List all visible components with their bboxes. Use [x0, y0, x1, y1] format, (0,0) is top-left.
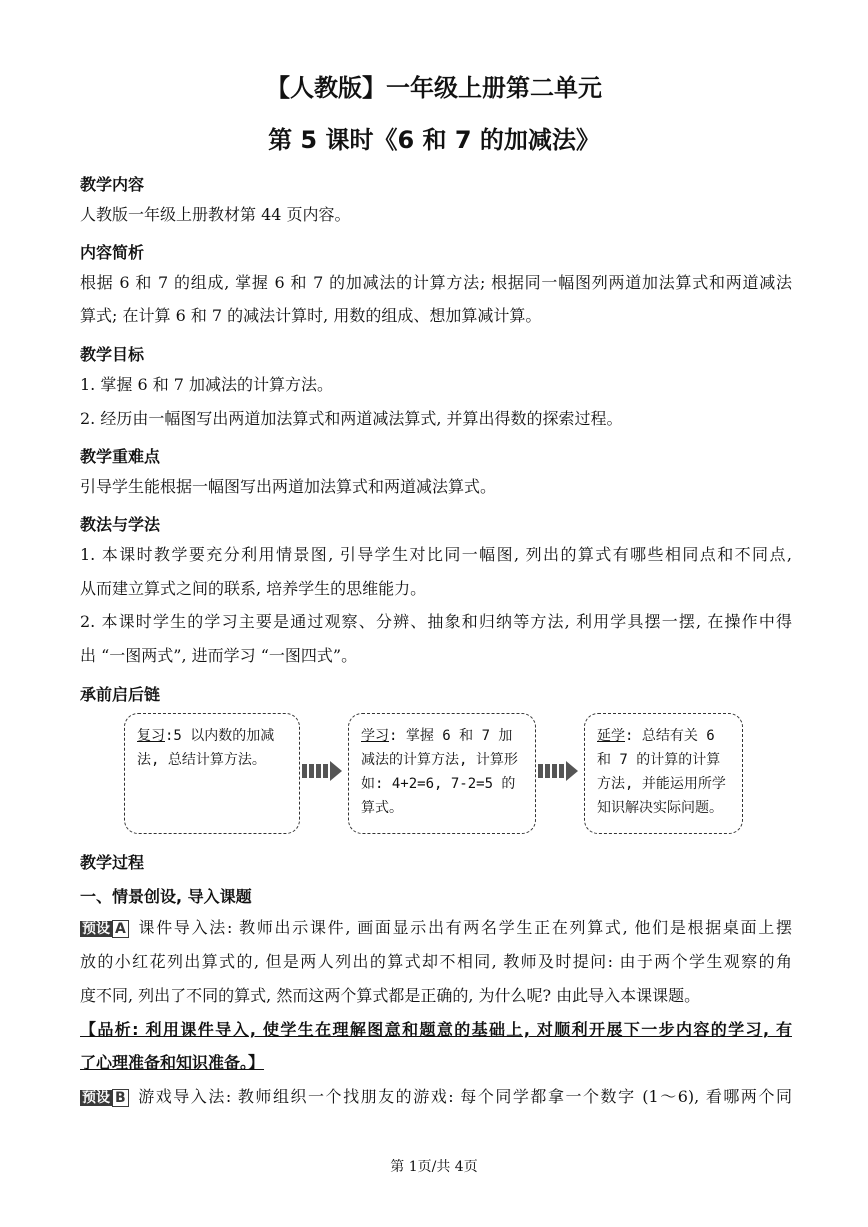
analysis-note-line-1: 【品析: 利用课件导入, 使学生在理解图意和题意的基础上, 对顺利开展下一步内容的学习, 有 [80, 1020, 792, 1039]
heading-analysis: 内容简析 [80, 243, 145, 262]
page-footer: 第 1页/共 4页 [390, 1159, 478, 1175]
flow-arrow-2 [538, 762, 578, 780]
preset-b-text-1: 游戏导入法: 教师组织一个找朋友的游戏: 每个同学都拿一个数字 (1～6), 看哪两个同 [136, 1087, 792, 1106]
flow-box-review-label: 复习 [137, 728, 165, 744]
preset-a-line-3: 度不同, 列出了不同的算式, 然而这两个算式都是正确的, 为什么呢? 由此导入本课课题。 [80, 986, 701, 1005]
preset-b-line-1 [80, 1080, 792, 1113]
heading-methods: 教法与学法 [80, 515, 161, 534]
document-title: 【人教版】一年级上册第二单元 [266, 74, 602, 102]
preset-a-text-1: 课件导入法: 教师出示课件, 画面显示出有两名学生正在列算式, 他们是根据桌面上摆 [136, 918, 792, 937]
method-item-1-line-2: 从而建立算式之间的联系, 培养学生的思维能力。 [80, 579, 427, 598]
flow-box-extend-label: 延学 [597, 728, 625, 744]
preset-a-line-1 [80, 911, 792, 944]
key-points-text: 引导学生能根据一幅图写出两道加法算式和两道减法算式。 [80, 477, 497, 496]
subheading-intro: 一、情景创设, 导入课题 [80, 887, 252, 906]
method-item-2-line-1: 2. 本课时学生的学习主要是通过观察、分辨、抽象和归纳等方法, 利用学具摆一摆, 在操作中得 [80, 612, 792, 631]
flow-box-review [124, 713, 300, 834]
preset-a-line-2: 放的小红花列出算式的, 但是两人列出的算式却不相同, 教师及时提问: 由于两个学生观察的角 [80, 952, 792, 971]
flow-box-learn-text: : 掌握 6 和 7 加减法的计算方法, 计算形如: 4+2=6, 7-2=5 的算式。 [361, 728, 518, 816]
heading-process: 教学过程 [80, 853, 145, 872]
heading-links: 承前启后链 [80, 685, 161, 704]
flow-box-learn [348, 713, 536, 834]
heading-key-points: 教学重难点 [80, 447, 161, 466]
flow-box-learn-label: 学习 [361, 728, 389, 744]
method-item-2-line-2: 出 “一图两式”, 进而学习 “一图四式”。 [80, 646, 358, 665]
flow-arrow-1 [302, 762, 342, 780]
heading-content: 教学内容 [80, 175, 145, 194]
lesson-title: 第 5 课时《6 和 7 的加减法》 [268, 126, 600, 154]
flow-box-extend [584, 713, 743, 834]
method-item-1-line-1: 1. 本课时教学要充分利用情景图, 引导学生对比同一幅图, 列出的算式有哪些相同点和不同点, [80, 545, 792, 564]
goal-item-2: 2. 经历由一幅图写出两道加法算式和两道减法算式, 并算出得数的探索过程。 [80, 409, 623, 428]
goal-item-1: 1. 掌握 6 和 7 加减法的计算方法。 [80, 375, 334, 394]
preset-b-tag: 预设 B [80, 1088, 129, 1108]
flow-box-extend-text: : 总结有关 6 和 7 的计算的计算方法, 并能运用所学知识解决实际问题。 [597, 728, 726, 816]
analysis-line-2: 算式; 在计算 6 和 7 的减法计算时, 用数的组成、想加算减计算。 [80, 306, 542, 325]
content-text: 人教版一年级上册教材第 44 页内容。 [80, 205, 351, 224]
analysis-line-1: 根据 6 和 7 的组成, 掌握 6 和 7 的加减法的计算方法; 根据同一幅图列两道加法算式和两道减法 [80, 273, 792, 292]
heading-goals: 教学目标 [80, 345, 145, 364]
flow-box-review-text: :5 以内数的加减法, 总结计算方法。 [137, 728, 275, 768]
preset-a-tag: 预设 A [80, 919, 129, 939]
analysis-note-line-2: 了心理准备和知识准备。】 [80, 1053, 265, 1072]
